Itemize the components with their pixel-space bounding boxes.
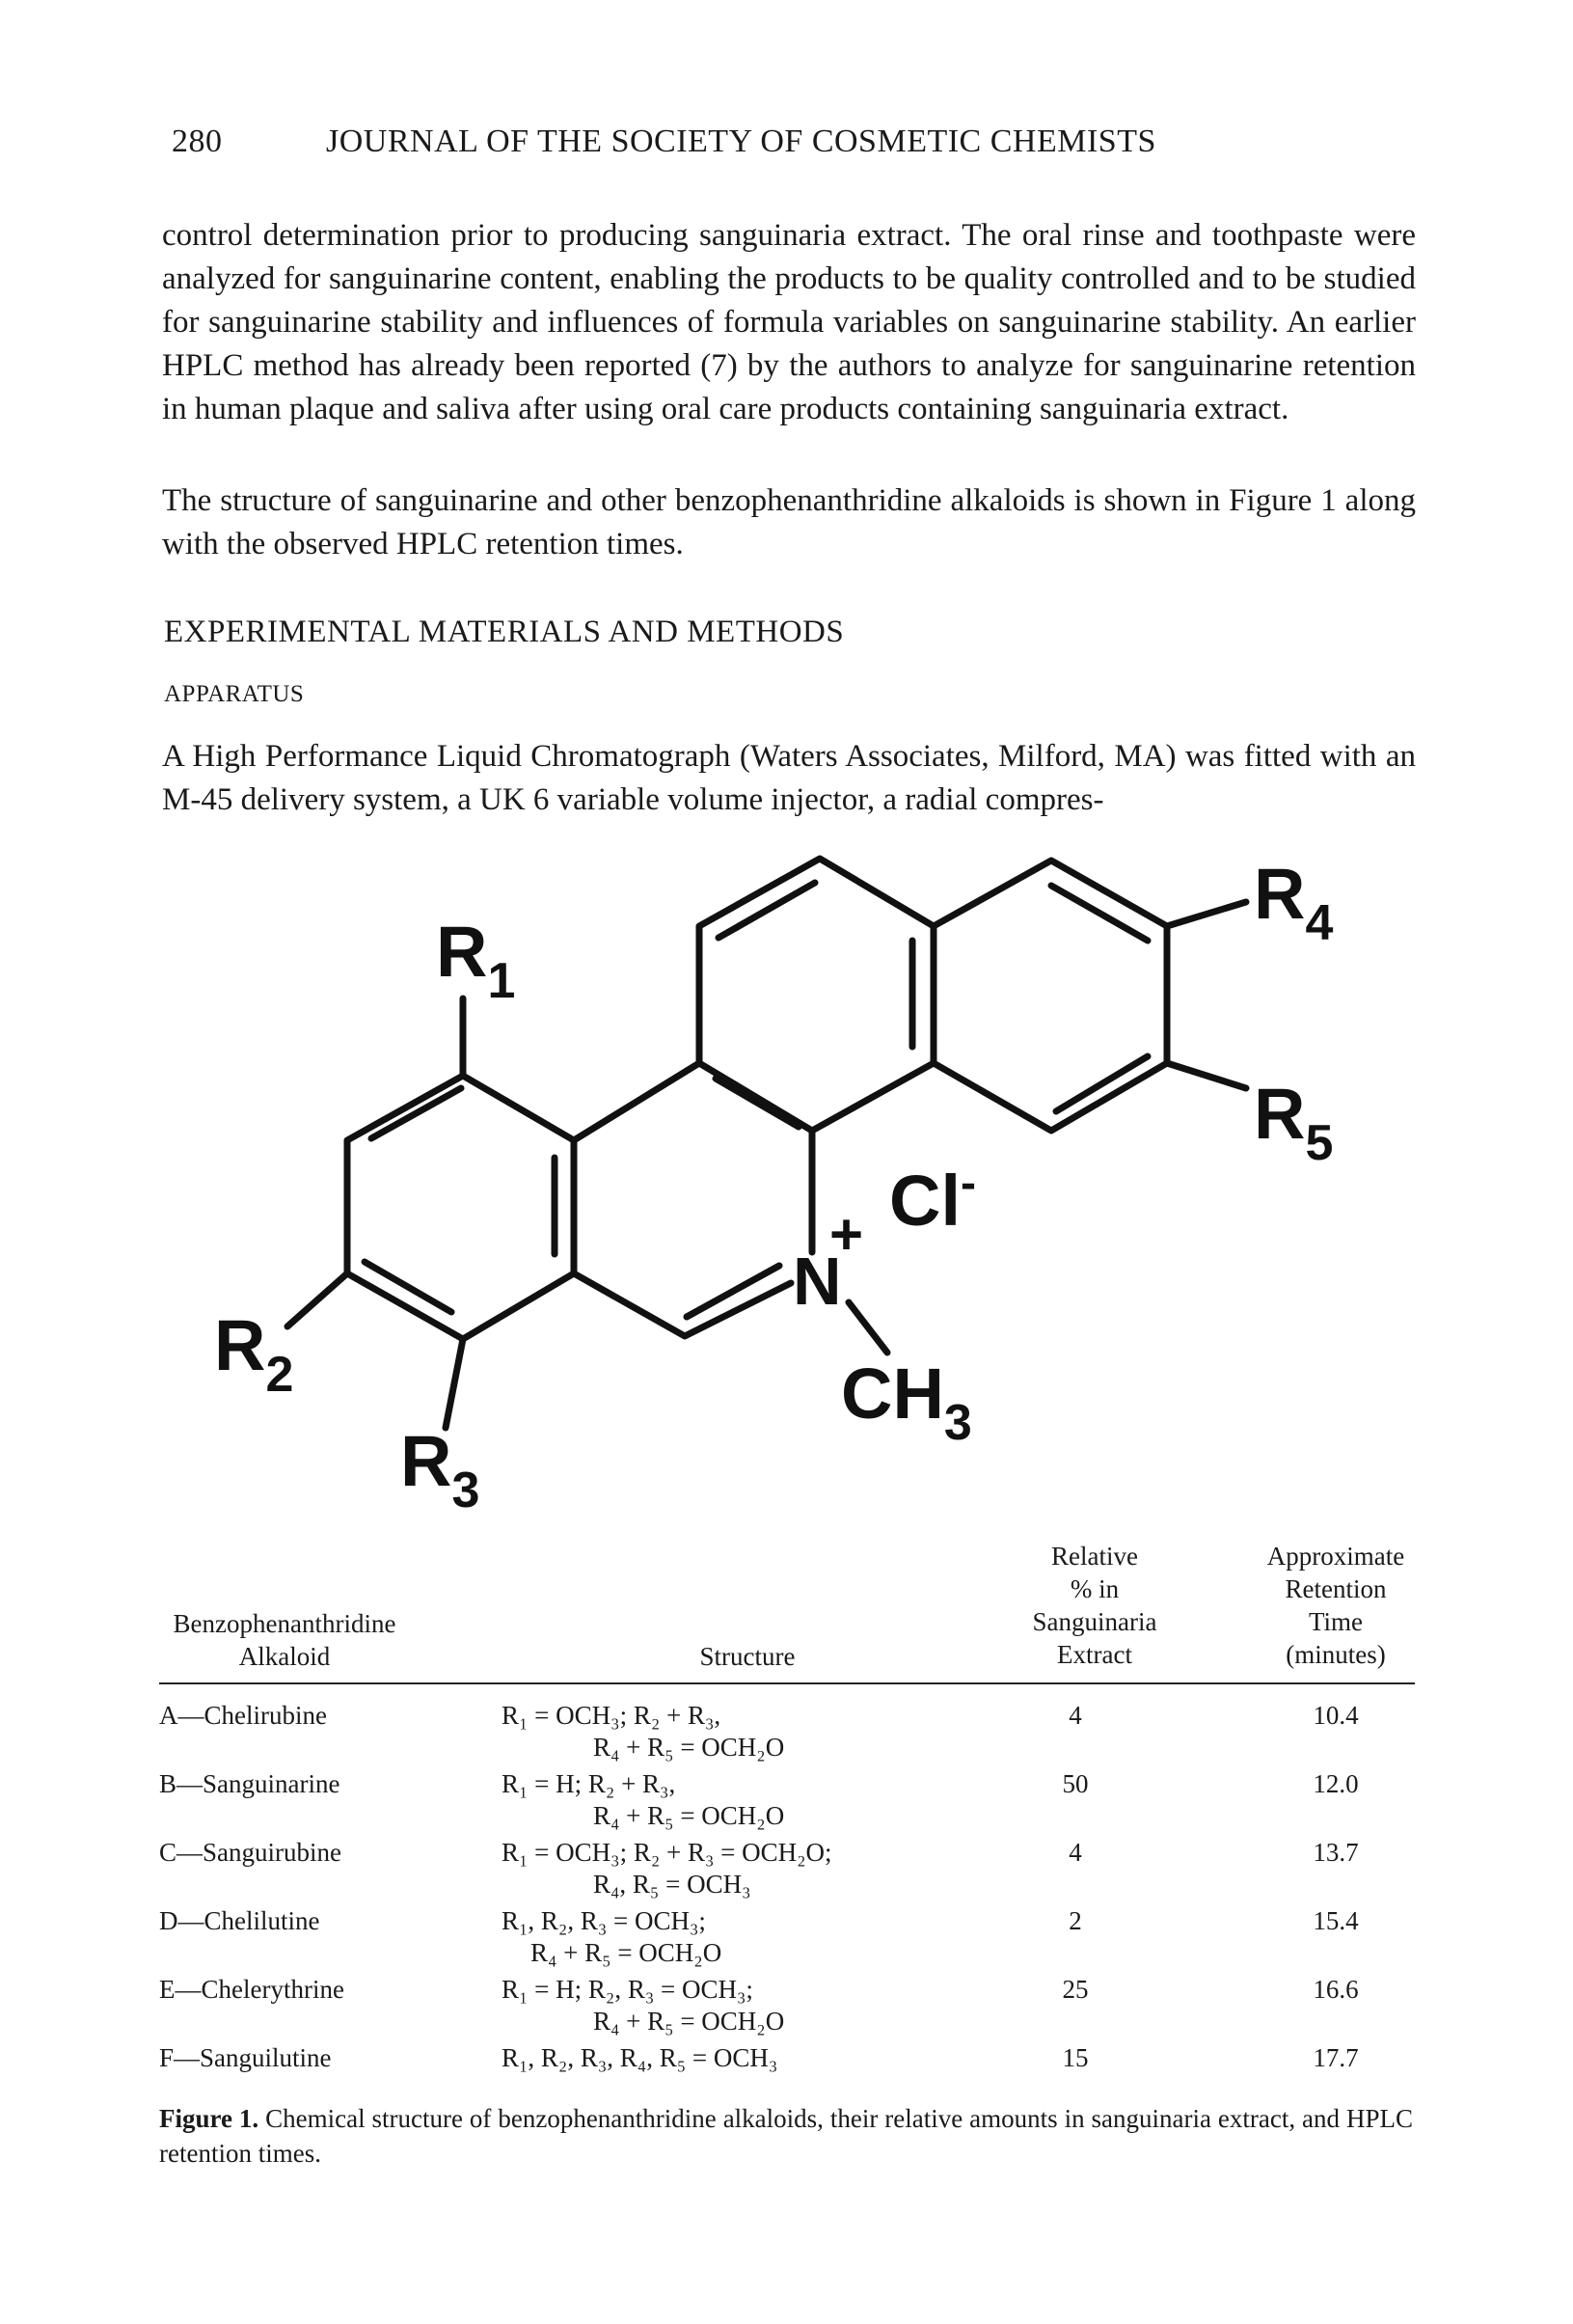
header-relative-line3: Sanguinaria bbox=[1032, 1607, 1157, 1636]
row-structure bbox=[502, 1905, 1042, 1969]
row-alkaloid: F—Sanguilutine bbox=[159, 2043, 332, 2072]
header-alkaloid-line1: Benzophenanthridine bbox=[173, 1609, 396, 1638]
row-structure-line2: R₄ + R₅ = OCH₂O bbox=[530, 1938, 722, 1967]
label-r2: $R_2$ bbox=[214, 1305, 294, 1403]
header-structure: Structure bbox=[699, 1642, 796, 1671]
row-structure-line2: R₄ + R₅ = OCH₂O bbox=[593, 1733, 785, 1762]
table-row bbox=[159, 1768, 1413, 1832]
row-structure-line1: R₁, R₂, R₃ = OCH₃; bbox=[502, 1906, 706, 1935]
header-relative-line1: Relative bbox=[1051, 1542, 1138, 1571]
body-paragraph-3: A High Performance Liquid Chromatograph (Waters Associates, Milford, MA) was fitted with an M-45 delivery system, a UK 6 variable volume injector, a radial compres- bbox=[162, 739, 1416, 817]
table-row bbox=[159, 1700, 1413, 1764]
bond-r5 bbox=[1167, 1063, 1246, 1088]
running-header bbox=[172, 123, 1409, 160]
bond-methyl bbox=[849, 1302, 887, 1353]
label-r5: $R_5$ bbox=[1254, 1074, 1334, 1171]
label-nitrogen: N bbox=[793, 1244, 842, 1319]
row-structure-line1: R₁ = OCH₃; R₂ + R₃, bbox=[502, 1701, 721, 1730]
row-structure bbox=[502, 1974, 1042, 2037]
row-alkaloid: C—Sanguirubine bbox=[159, 1838, 341, 1867]
header-alkaloid bbox=[159, 1607, 410, 1673]
body-paragraph-2: The structure of sanguinarine and other benzophenanthridine alkaloids is shown in Figure 1 along with the observed HPLC retention times. bbox=[162, 483, 1416, 561]
ring-d bbox=[934, 861, 1167, 1131]
ring-d-double-bond-1 bbox=[1051, 886, 1148, 941]
figure-caption-text: Chemical structure of benzophenanthridine alkaloids, their relative amounts in sanguinaria extract, and HPLC retention times. bbox=[159, 2104, 1413, 2168]
header-retention-line1: Approximate bbox=[1266, 1542, 1405, 1571]
label-plus-charge: + bbox=[829, 1202, 864, 1267]
structure-bonds bbox=[287, 859, 1246, 1428]
page-number: 280 bbox=[172, 123, 223, 159]
label-r4: $R_4$ bbox=[1254, 854, 1334, 951]
header-alkaloid-line2: Alkaloid bbox=[238, 1642, 331, 1671]
row-alkaloid: A—Chelirubine bbox=[159, 1701, 327, 1730]
header-retention bbox=[1239, 1540, 1432, 1671]
table-row bbox=[159, 1905, 1413, 1969]
row-structure-line2: R₄, R₅ = OCH₃ bbox=[593, 1870, 751, 1899]
row-relative: 4 bbox=[1069, 1701, 1082, 1730]
header-retention-line2: Retention bbox=[1285, 1574, 1387, 1603]
label-methyl: $CH_3$ bbox=[841, 1353, 972, 1451]
table-row bbox=[159, 2042, 1413, 2081]
row-structure-line1: R₁, R₂, R₃, R₄, R₅ = OCH₃ bbox=[502, 2043, 778, 2072]
subsection-heading: APPARATUS bbox=[164, 681, 305, 707]
ring-b-lower bbox=[574, 1273, 791, 1336]
row-retention: 17.7 bbox=[1313, 2043, 1359, 2072]
table-row bbox=[159, 1974, 1413, 2037]
header-relative-line4: Extract bbox=[1057, 1640, 1132, 1669]
figure-label: Figure 1. bbox=[159, 2104, 259, 2133]
row-relative: 50 bbox=[1062, 1769, 1089, 1798]
label-chloride: Cl- bbox=[889, 1158, 976, 1241]
row-retention: 15.4 bbox=[1313, 1906, 1359, 1935]
row-relative: 4 bbox=[1069, 1838, 1082, 1867]
row-structure-line2: R₄ + R₅ = OCH₂O bbox=[593, 2007, 785, 2036]
table-row bbox=[159, 1837, 1413, 1900]
row-structure bbox=[502, 1837, 1042, 1900]
label-r3: $R_3$ bbox=[400, 1421, 480, 1518]
header-retention-line4: (minutes) bbox=[1286, 1640, 1386, 1669]
row-structure-line1: R₁ = OCH₃; R₂ + R₃ = OCH₂O; bbox=[502, 1838, 832, 1867]
bond-r2 bbox=[287, 1273, 347, 1326]
table-rule bbox=[159, 1682, 1415, 1684]
row-structure bbox=[502, 1768, 1042, 1832]
row-alkaloid: E—Chelerythrine bbox=[159, 1975, 344, 2004]
header-relative bbox=[998, 1540, 1191, 1671]
header-retention-line3: Time bbox=[1308, 1607, 1364, 1636]
ring-a-double-bond-1 bbox=[371, 1088, 461, 1138]
row-retention: 13.7 bbox=[1313, 1838, 1359, 1867]
row-structure-line1: R₁ = H; R₂ + R₃, bbox=[502, 1769, 676, 1798]
table-header bbox=[159, 1540, 1413, 1677]
chemical-structure-diagram bbox=[0, 849, 1573, 1544]
ring-b bbox=[574, 1063, 812, 1252]
row-alkaloid: B—Sanguinarine bbox=[159, 1769, 340, 1798]
row-retention: 16.6 bbox=[1313, 1975, 1359, 2004]
row-structure bbox=[502, 1700, 1042, 1764]
row-alkaloid: D—Chelilutine bbox=[159, 1906, 320, 1935]
figure-caption bbox=[159, 2101, 1413, 2171]
ring-a bbox=[347, 1076, 574, 1339]
ring-b-double-bond-2 bbox=[716, 1079, 799, 1127]
row-structure-line2: R₄ + R₅ = OCH₂O bbox=[593, 1801, 785, 1830]
row-structure-line1: R₁ = H; R₂, R₃ = OCH₃; bbox=[502, 1975, 753, 2004]
section-heading: EXPERIMENTAL MATERIALS AND METHODS bbox=[164, 615, 845, 649]
row-relative: 25 bbox=[1062, 1975, 1089, 2004]
row-relative: 15 bbox=[1062, 2043, 1089, 2072]
row-structure bbox=[502, 2042, 1042, 2074]
body-paragraph-1: control determination prior to producing sanguinaria extract. The oral rinse and toothpaste were analyzed for sanguinarine content, enabling the products to be quality controlled and to be studied for sanguinarine stability and influences of formula variables on sanguinarine stability. An earlier HPLC method has already been reported (7) by the authors to analyze for sanguinarine retention in human plaque and saliva after using oral care products containing sanguinaria extract. bbox=[162, 218, 1416, 426]
header-relative-line2: % in bbox=[1070, 1574, 1120, 1603]
row-relative: 2 bbox=[1069, 1906, 1082, 1935]
bond-r3 bbox=[446, 1339, 463, 1428]
row-retention: 12.0 bbox=[1313, 1769, 1359, 1798]
label-r1: $R_1$ bbox=[436, 912, 516, 1009]
bond-r4 bbox=[1167, 902, 1246, 926]
row-retention: 10.4 bbox=[1313, 1701, 1359, 1730]
journal-title: JOURNAL OF THE SOCIETY OF COSMETIC CHEMISTS bbox=[326, 123, 1156, 159]
